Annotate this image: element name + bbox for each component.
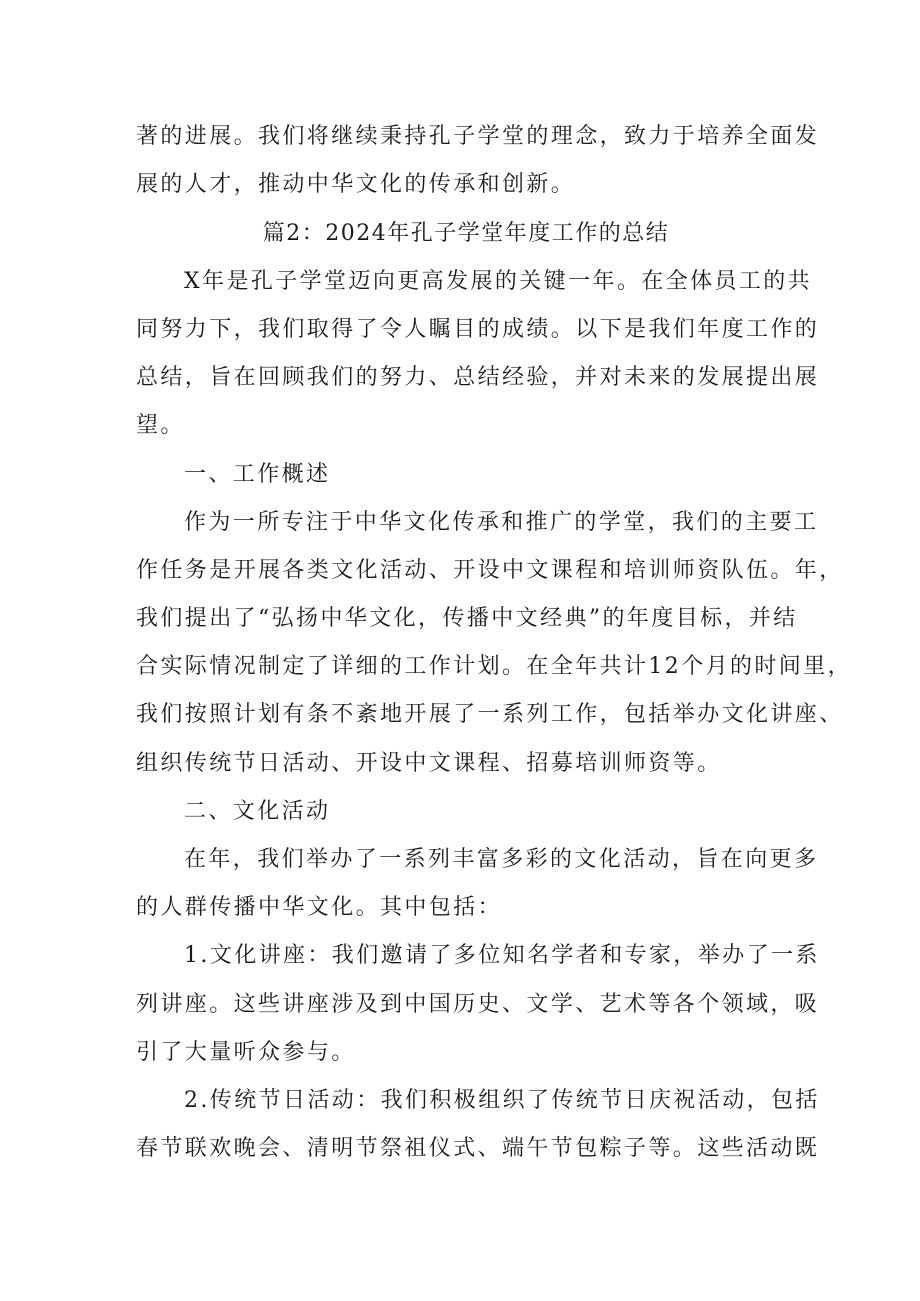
- heading-work-overview: 一、工作概述: [184, 462, 331, 487]
- paragraph-line: 的人群传播中华文化。其中包括：: [136, 895, 503, 920]
- paragraph-line: X年是孔子学堂迈向更高发展的关键一年。在全体员工的共: [184, 269, 813, 294]
- paragraph-line: 总结，旨在回顾我们的努力、总结经验，并对未来的发展提出展: [136, 365, 820, 390]
- paragraph-line: 作为一所专注于中华文化传承和推广的学堂，我们的主要工: [184, 510, 819, 535]
- list-item-line: 春节联欢晚会、清明节祭祖仪式、端午节包粽子等。这些活动既: [136, 1136, 820, 1161]
- paragraph-line: 作任务是开展各类文化活动、开设中文课程和培训师资队伍。年，: [136, 558, 844, 583]
- paragraph-line: 组织传统节日活动、开设中文课程、招募培训师资等。: [136, 751, 722, 776]
- paragraph-line: 在年，我们举办了一系列丰富多彩的文化活动，旨在向更多: [184, 847, 819, 872]
- paragraph-line: 同努力下，我们取得了令人瞩目的成绩。以下是我们年度工作的: [136, 317, 820, 342]
- paragraph-line: 著的进展。我们将继续秉持孔子学堂的理念，致力于培养全面发: [136, 124, 820, 149]
- list-item-line: 2.传统节日活动：我们积极组织了传统节日庆祝活动，包括: [184, 1088, 820, 1113]
- section-title: 篇2：2024年孔子学堂年度工作的总结: [262, 221, 670, 246]
- paragraph-line: 展的人才，推动中华文化的传承和创新。: [136, 172, 576, 197]
- paragraph-line: 合实际情况制定了详细的工作计划。在全年共计12个月的时间里，: [136, 654, 852, 679]
- paragraph-line: 我们按照计划有条不紊地开展了一系列工作，包括举办文化讲座、: [136, 702, 844, 727]
- heading-cultural-activities: 二、文化活动: [184, 799, 331, 824]
- list-item-line: 1.文化讲座：我们邀请了多位知名学者和专家，举办了一系: [184, 943, 820, 968]
- paragraph-line: 望。: [136, 413, 185, 438]
- list-item-line: 引了大量听众参与。: [136, 1040, 356, 1065]
- list-item-line: 列讲座。这些讲座涉及到中国历史、文学、艺术等各个领域，吸: [136, 992, 820, 1017]
- paragraph-line: 我们提出了“弘扬中华文化，传播中文经典”的年度目标，并结: [136, 606, 798, 631]
